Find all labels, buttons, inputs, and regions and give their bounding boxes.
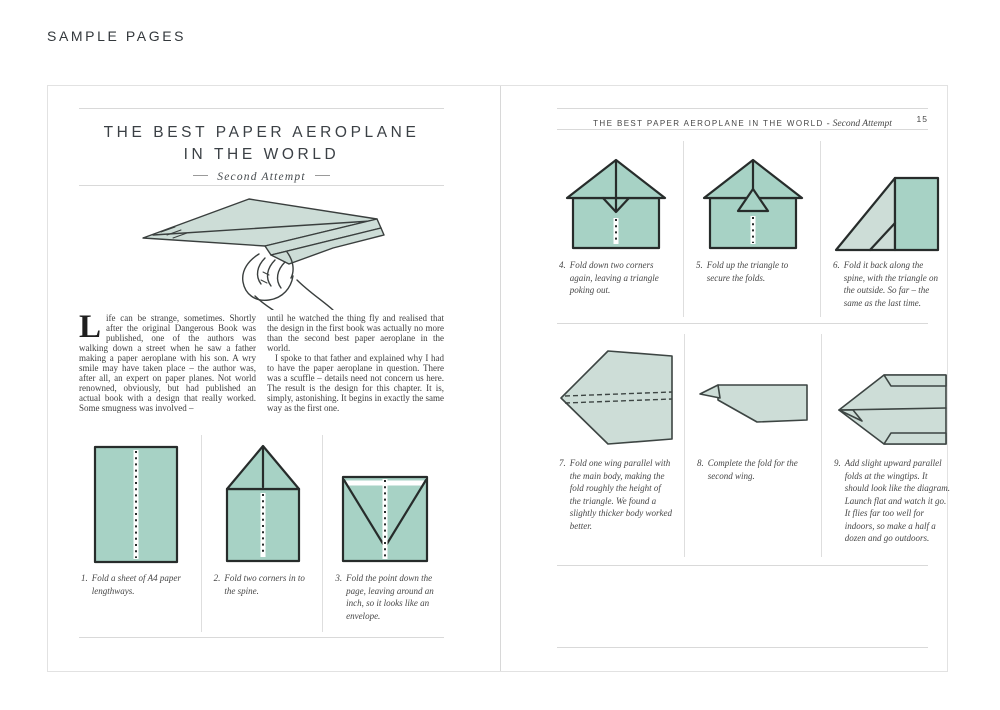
step-cell-9 — [821, 334, 960, 557]
step-number: 5. — [696, 260, 703, 270]
chapter-subtitle-text: Second Attempt — [217, 171, 306, 183]
divider-rule — [79, 108, 444, 109]
step-cell-6 — [820, 141, 951, 317]
step-cell-1 — [79, 435, 201, 632]
fold-diagram-step-8 — [697, 370, 811, 451]
divider-rule — [79, 637, 444, 638]
drop-cap: L — [79, 309, 102, 345]
fold-diagram-step-2 — [222, 441, 304, 565]
step-text: Fold down two corners again, leaving a triangle poking out. — [569, 260, 659, 295]
fold-diagram-step-6 — [833, 175, 941, 253]
fold-diagram-step-1 — [92, 445, 180, 565]
diagram-area — [559, 334, 674, 451]
diagram-area — [81, 435, 191, 565]
step-caption — [214, 572, 313, 632]
diagram-area — [833, 141, 941, 253]
step-text: Fold it back along the spine, with the triangle on the outside. So far – the same as the last time. — [843, 260, 938, 308]
diagram-area — [696, 141, 810, 253]
illustration-block — [79, 188, 444, 310]
step-text: Fold a sheet of A4 paper lengthways. — [91, 573, 181, 596]
page-number: 15 — [916, 114, 928, 124]
chapter-title — [79, 122, 444, 166]
book-spread — [47, 85, 948, 672]
step-cell-8 — [684, 334, 821, 557]
divider-rule — [557, 108, 928, 109]
hand-holding-plane-illustration — [137, 188, 387, 310]
step-number: 3. — [335, 573, 343, 583]
subtitle-dash-right — [315, 175, 330, 176]
step-caption — [81, 572, 191, 632]
step-number: 1. — [81, 573, 88, 583]
chapter-title-line2: IN THE WORLD — [183, 146, 340, 163]
body-col1-text: ife can be strange, sometimes. Shortly after the original Dangerous Book was published, one of the authors was walking down a street when he saw a father making a paper aeroplane with his son. A wry smile may have taken place – the author was, after all, an expert on paper planes. Not world renowned, obviously, but had published an actual book with a design that really worked. Some smugness was involved – — [79, 313, 256, 413]
divider-rule — [557, 323, 928, 324]
page-left — [48, 86, 500, 671]
running-head — [557, 113, 928, 129]
step-caption — [833, 259, 941, 317]
step-text: Add slight upward parallel folds at the wingtips. It should look like the diagram. Launch flat and watch it go. It flies far too well for indoors, so make a half a dozen and go outdoors. — [844, 458, 950, 543]
step-number: 7. — [559, 458, 566, 468]
step-cell-2 — [201, 435, 323, 632]
body-col2-paragraph-1: until he watched the thing fly and realised that the design in the first book was actually no more than the second best paper aeroplane in the world. — [267, 313, 444, 353]
step-text: Complete the fold for the second wing. — [707, 458, 798, 481]
step-number: 2. — [213, 573, 221, 583]
step-caption — [834, 457, 950, 557]
running-head-subtitle: Second Attempt — [832, 119, 892, 129]
fold-diagram-step-5 — [696, 154, 810, 253]
fold-diagram-step-7 — [559, 344, 674, 451]
page-right — [501, 86, 948, 671]
chapter-title-line1: THE BEST PAPER AEROPLANE — [103, 124, 420, 141]
diagram-area — [559, 141, 673, 253]
step-cell-3 — [322, 435, 444, 632]
steps-row-7-9 — [557, 334, 950, 557]
body-col2-paragraph-2: I spoke to that father and explained why I had to have the paper aeroplane in question. There was a scuffle – details need not concern us here. The result is the design for this chapter. It is, simply, astonishing. It begins in exactly the same way as the first one. — [267, 353, 444, 413]
step-text: Fold two corners in to the spine. — [224, 573, 305, 596]
step-caption — [697, 457, 811, 557]
step-text: Fold the point down the page, leaving around an inch, so it looks like an envelope. — [346, 573, 434, 621]
steps-row-1-3 — [79, 435, 444, 632]
body-column-1 — [79, 309, 256, 423]
step-caption — [335, 572, 434, 632]
body-column-2 — [267, 313, 444, 423]
divider-rule — [79, 185, 444, 186]
step-cell-4 — [557, 141, 683, 317]
chapter-subtitle — [79, 171, 444, 185]
step-number: 8. — [697, 458, 704, 468]
divider-rule — [557, 647, 928, 648]
sheet-title: SAMPLE PAGES — [47, 28, 187, 44]
step-caption — [696, 259, 810, 317]
step-caption — [559, 259, 673, 317]
running-head-separator: - — [826, 118, 830, 128]
step-cell-5 — [683, 141, 820, 317]
diagram-area — [335, 435, 434, 565]
step-number: 9. — [834, 458, 841, 468]
diagram-area — [214, 435, 313, 565]
running-head-title: THE BEST PAPER AEROPLANE IN THE WORLD — [593, 119, 824, 128]
diagram-area — [697, 334, 811, 451]
step-number: 4. — [559, 260, 566, 270]
subtitle-dash-left — [193, 175, 208, 176]
step-text: Fold up the triangle to secure the folds. — [706, 260, 789, 283]
step-caption — [559, 457, 674, 557]
divider-rule — [557, 129, 928, 130]
divider-rule — [557, 565, 928, 566]
body-text — [79, 309, 444, 423]
steps-row-4-6 — [557, 141, 938, 317]
fold-diagram-step-3 — [340, 473, 430, 565]
step-cell-7 — [557, 334, 684, 557]
diagram-area — [834, 334, 950, 451]
fold-diagram-step-9 — [834, 365, 950, 451]
step-number: 6. — [833, 260, 840, 270]
step-text: Fold one wing parallel with the main body, making the fold roughly the height of the triangle. We found a slightly thicker body worked better. — [569, 458, 672, 531]
fold-diagram-step-4 — [559, 154, 673, 253]
